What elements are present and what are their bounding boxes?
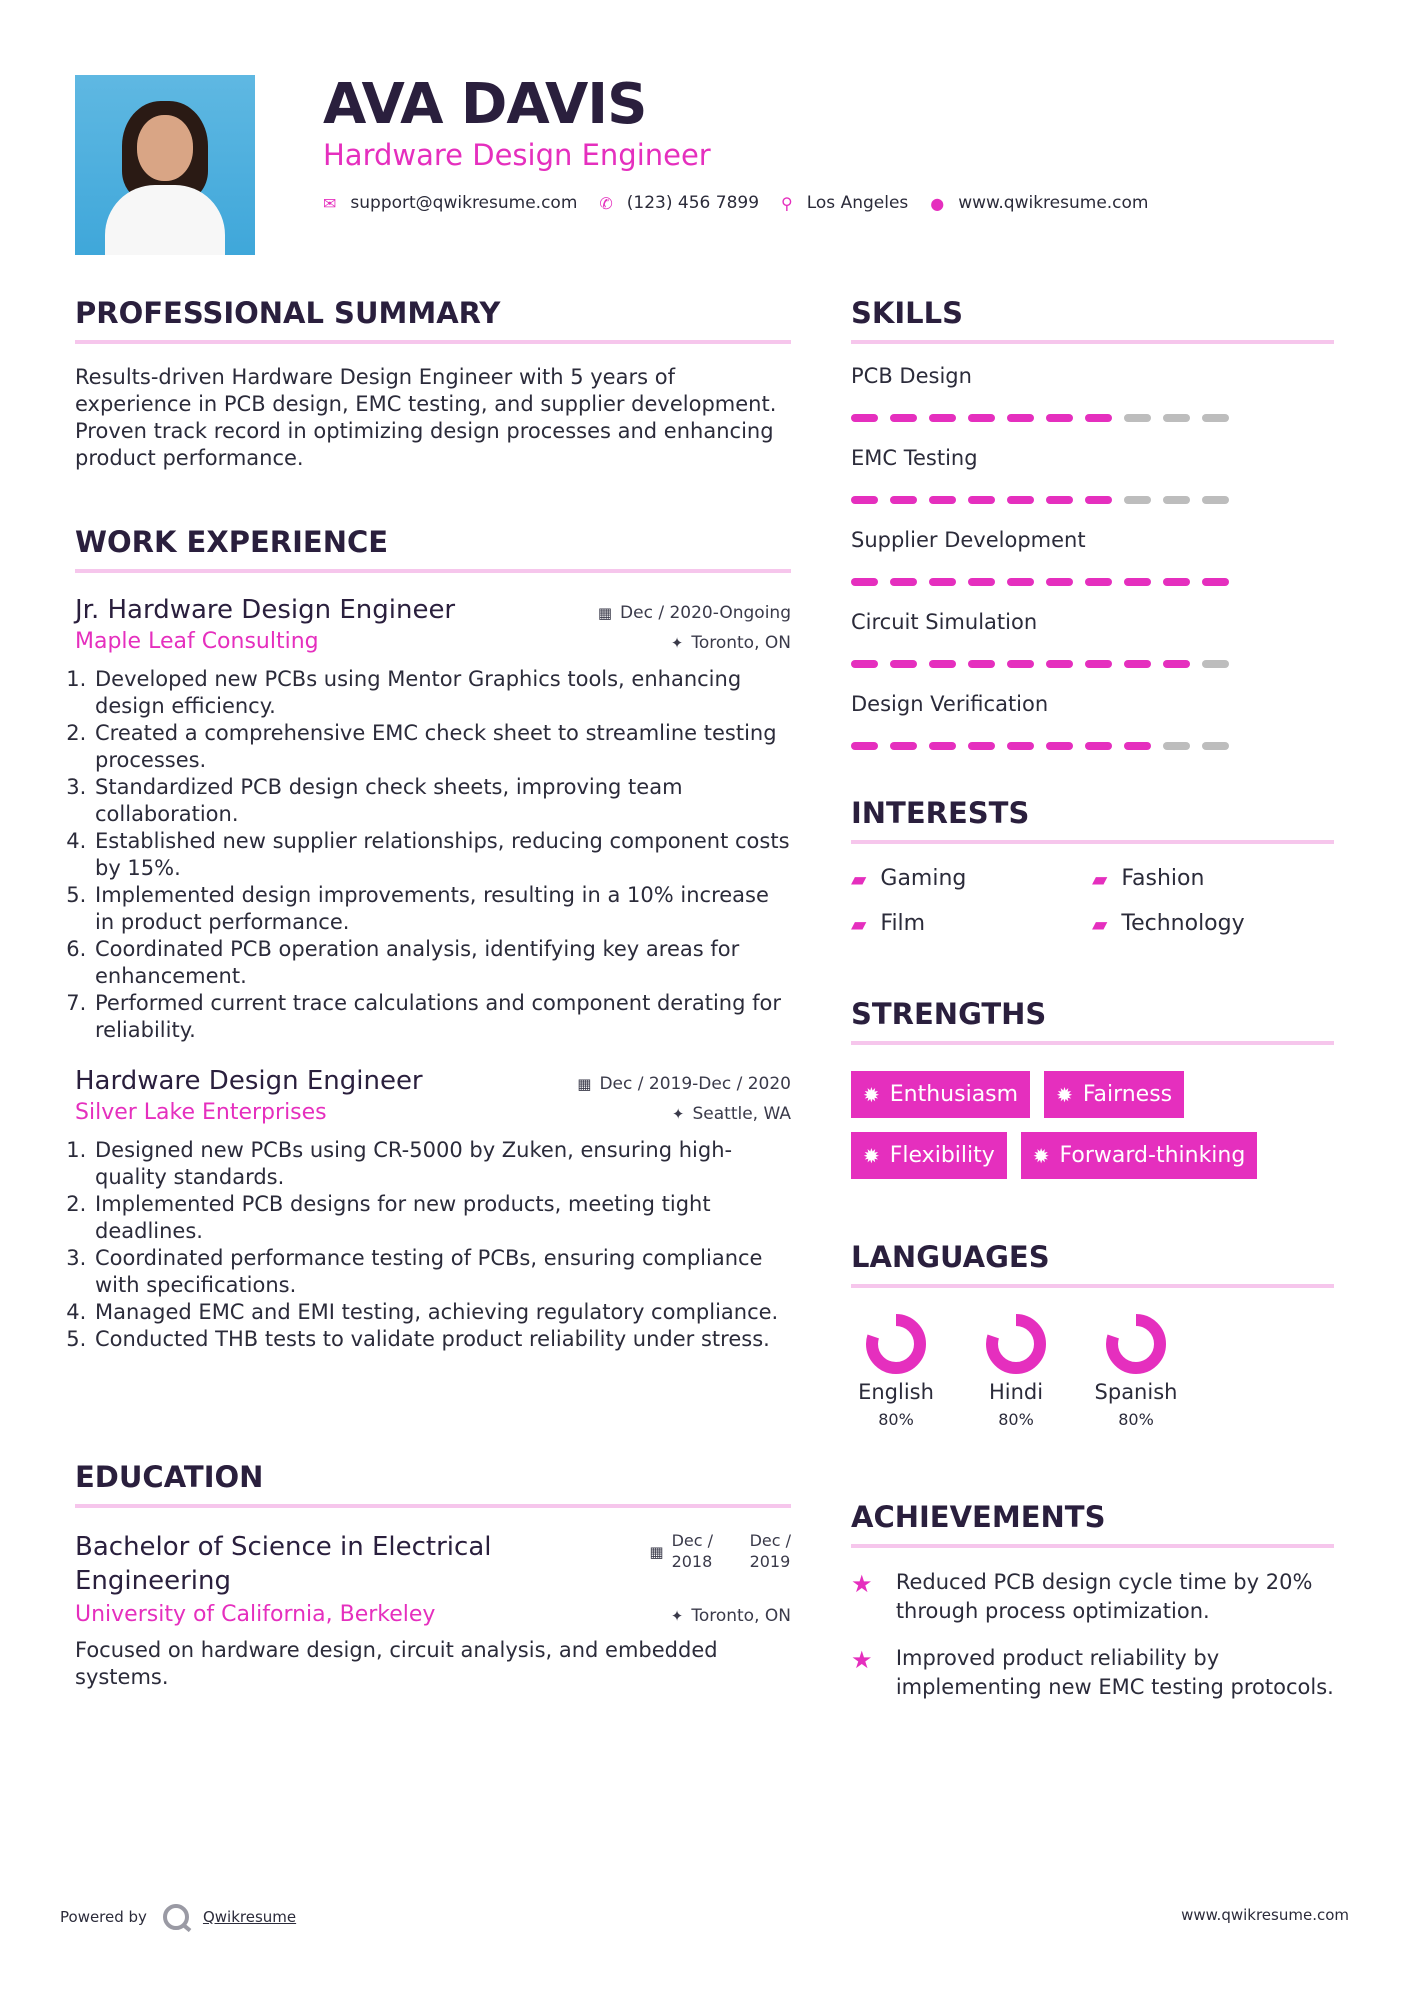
skill-level-bar (851, 414, 1334, 422)
skill-level-dash (1007, 660, 1034, 668)
summary-title: PROFESSIONAL SUMMARY (75, 296, 791, 344)
skill-level-bar (851, 496, 1334, 504)
contact-email[interactable]: support@qwikresume.com (350, 193, 578, 213)
skill-name: Design Verification (851, 692, 1049, 716)
edu-start-date: Dec / 2018 (671, 1531, 713, 1571)
badge-icon: ✹ (863, 1082, 880, 1107)
list-item: 2. Created a comprehensive EMC check sheet to streamline testing processes. (93, 720, 791, 774)
star-icon: ★ (851, 1570, 873, 1598)
skill-level-dash (1163, 496, 1190, 504)
skill-level-dash (968, 496, 995, 504)
skill-level-dash (1202, 660, 1229, 668)
list-item: 5. Conducted THB tests to validate product reliability under stress. (93, 1326, 791, 1353)
strength-chip: ✹ Flexibility (851, 1132, 1007, 1179)
book-icon: ▰ (851, 911, 867, 936)
language-percent: 80% (878, 1410, 914, 1429)
skill-level-dash (890, 496, 917, 504)
skill-item (851, 528, 1334, 586)
language-item (1076, 1312, 1196, 1429)
skill-level-dash (1202, 496, 1229, 504)
job-duties (93, 666, 791, 1044)
calendar-icon: ▦ (577, 1075, 592, 1093)
languages-section (851, 1240, 1334, 1429)
languages-title: LANGUAGES (851, 1240, 1334, 1288)
skill-level-bar (851, 578, 1334, 586)
education-section (75, 1460, 791, 1691)
calendar-icon: ▦ (649, 1543, 664, 1561)
skill-level-dash (1046, 578, 1073, 586)
job-dates: Dec / 2020-Ongoing (620, 603, 791, 623)
language-name: Spanish (1094, 1380, 1178, 1404)
skill-level-bar (851, 660, 1334, 668)
summary-text: Results-driven Hardware Design Engineer with 5 years of experience in PCB design, EMC testing, and supplier development. Proven track record in optimizing design processes and enhancing product performance. (75, 365, 777, 470)
skill-level-dash (851, 414, 878, 422)
skill-level-dash (1007, 578, 1034, 586)
badge-icon: ✹ (863, 1143, 880, 1168)
calendar-icon: ▦ (597, 604, 613, 622)
skill-level-dash (1163, 742, 1190, 750)
skill-level-dash (851, 578, 878, 586)
skill-level-dash (1007, 742, 1034, 750)
job-location: Seattle, WA (692, 1104, 791, 1124)
education-title: EDUCATION (75, 1460, 791, 1508)
skill-level-dash (1124, 496, 1151, 504)
achievement-item: ★ Reduced PCB design cycle time by 20% through process optimization. (851, 1570, 1313, 1623)
skill-level-dash (1124, 578, 1151, 586)
skill-level-dash (851, 742, 878, 750)
candidate-role: Hardware Design Engineer (323, 138, 711, 172)
language-name: Hindi (988, 1380, 1044, 1404)
skills-section (851, 296, 1334, 774)
skill-level-dash (1202, 578, 1229, 586)
skill-level-dash (929, 742, 956, 750)
pin-icon: ✦ (670, 634, 684, 652)
skill-level-dash (929, 660, 956, 668)
skill-name: EMC Testing (851, 446, 978, 470)
list-item: 3. Standardized PCB design check sheets, improving team collaboration. (93, 774, 791, 828)
footer-brand-link[interactable]: Qwikresume (202, 1908, 297, 1926)
list-item: 1. Developed new PCBs using Mentor Graphics tools, enhancing design efficiency. (93, 666, 791, 720)
job-duties (93, 1137, 791, 1353)
skill-level-dash (1007, 414, 1034, 422)
candidate-name: AVA DAVIS (323, 72, 647, 137)
job-title: Jr. Hardware Design Engineer (75, 595, 456, 625)
degree-title: Bachelor of Science in Electrical Engineering (75, 1532, 492, 1596)
job-title: Hardware Design Engineer (75, 1066, 423, 1096)
interest-item: ▰ Gaming (851, 866, 967, 891)
skill-level-dash (929, 578, 956, 586)
list-item: 2. Implemented PCB designs for new products, meeting tight deadlines. (93, 1191, 791, 1245)
mail-icon: ✉ (323, 193, 337, 213)
language-percent: 80% (998, 1410, 1034, 1429)
school-location: Toronto, ON (691, 1606, 791, 1626)
profile-photo (75, 75, 255, 255)
job-location: Toronto, ON (691, 633, 791, 653)
experience-section (75, 525, 791, 1353)
location-pin-icon: ⚲ (781, 193, 793, 213)
job-company: Silver Lake Enterprises (75, 1100, 327, 1125)
list-item: 3. Coordinated performance testing of PCBs, ensuring compliance with specifications. (93, 1245, 791, 1299)
skill-level-dash (1085, 496, 1112, 504)
skill-level-dash (1202, 414, 1229, 422)
skill-level-dash (890, 660, 917, 668)
strength-chip: ✹ Enthusiasm (851, 1071, 1030, 1118)
skill-level-dash (968, 578, 995, 586)
language-name: English (858, 1380, 934, 1404)
skill-level-bar (851, 742, 1334, 750)
skill-level-dash (1124, 414, 1151, 422)
contact-website[interactable]: www.qwikresume.com (958, 193, 1149, 213)
skill-level-dash (1124, 742, 1151, 750)
language-item (956, 1312, 1076, 1429)
skill-level-dash (1085, 578, 1112, 586)
strengths-section (851, 997, 1334, 1179)
skill-item (851, 364, 1334, 422)
pin-icon: ✦ (671, 1105, 685, 1123)
skill-level-dash (929, 414, 956, 422)
star-icon: ★ (851, 1646, 873, 1674)
interests-title: INTERESTS (851, 796, 1334, 844)
skill-name: Supplier Development (851, 528, 1086, 552)
contact-bar (323, 193, 1171, 213)
achievements-title: ACHIEVEMENTS (851, 1500, 1334, 1548)
achievements-section (851, 1500, 1334, 1720)
badge-icon: ✹ (1032, 1143, 1050, 1168)
interests-section (851, 796, 1334, 936)
footer-powered-by: Powered by Qwikresume (60, 1904, 296, 1930)
skill-level-dash (968, 660, 995, 668)
list-item: 5. Implemented design improvements, resulting in a 10% increase in product performance. (93, 882, 791, 936)
language-ring (864, 1312, 928, 1376)
skill-level-dash (890, 742, 917, 750)
contact-phone[interactable]: (123) 456 7899 (626, 193, 760, 213)
interest-item: ▰ Film (851, 911, 926, 936)
skill-level-dash (1085, 414, 1112, 422)
job-entry (75, 1066, 791, 1353)
contact-location: Los Angeles (806, 193, 909, 213)
skill-item (851, 692, 1334, 750)
skill-level-dash (851, 496, 878, 504)
strength-chip: ✹ Forward-thinking (1021, 1132, 1258, 1179)
skill-level-dash (1163, 660, 1190, 668)
skill-level-dash (851, 660, 878, 668)
skill-name: PCB Design (851, 364, 972, 388)
skill-level-dash (1163, 414, 1190, 422)
badge-icon: ✹ (1056, 1082, 1073, 1107)
skill-level-dash (1046, 742, 1073, 750)
education-description: Focused on hardware design, circuit analysis, and embedded systems. (75, 1638, 718, 1689)
phone-icon: ✆ (599, 193, 613, 213)
job-company: Maple Leaf Consulting (75, 629, 319, 654)
skill-level-dash (1163, 578, 1190, 586)
skill-level-dash (1046, 660, 1073, 668)
globe-icon: ● (930, 193, 945, 213)
list-item: 4. Established new supplier relationships, reducing component costs by 15%. (93, 828, 791, 882)
skill-level-dash (1124, 660, 1151, 668)
skill-level-dash (1085, 742, 1112, 750)
skill-level-dash (968, 742, 995, 750)
experience-title: WORK EXPERIENCE (75, 525, 791, 573)
list-item: 4. Managed EMC and EMI testing, achieving regulatory compliance. (93, 1299, 791, 1326)
list-item: 6. Coordinated PCB operation analysis, identifying key areas for enhancement. (93, 936, 791, 990)
skill-level-dash (1046, 496, 1073, 504)
skill-level-dash (1202, 742, 1229, 750)
list-item: 1. Designed new PCBs using CR-5000 by Zuken, ensuring high-quality standards. (93, 1137, 791, 1191)
skill-level-dash (929, 496, 956, 504)
job-entry (75, 595, 791, 1044)
skill-level-dash (890, 578, 917, 586)
skill-item (851, 610, 1334, 668)
skill-level-dash (968, 414, 995, 422)
footer-website[interactable]: www.qwikresume.com (1181, 1906, 1349, 1924)
achievement-item: ★ Improved product reliability by implementing new EMC testing protocols. (851, 1646, 1334, 1699)
strength-chip: ✹ Fairness (1044, 1071, 1184, 1118)
language-ring (1104, 1312, 1168, 1376)
interest-item: ▰ Fashion (1092, 866, 1205, 891)
strengths-title: STRENGTHS (851, 997, 1334, 1045)
book-icon: ▰ (851, 866, 867, 891)
skill-level-dash (1085, 660, 1112, 668)
skill-name: Circuit Simulation (851, 610, 1038, 634)
skill-level-dash (1046, 414, 1073, 422)
interest-item: ▰ Technology (1092, 911, 1245, 936)
book-icon: ▰ (1092, 911, 1108, 936)
edu-end-date: Dec / 2019 (749, 1531, 791, 1571)
skill-level-dash (890, 414, 917, 422)
language-percent: 80% (1118, 1410, 1154, 1429)
list-item: 7. Performed current trace calculations and component derating for reliability. (93, 990, 791, 1044)
job-dates: Dec / 2019-Dec / 2020 (599, 1074, 791, 1094)
skill-item (851, 446, 1334, 504)
pin-icon: ✦ (670, 1607, 684, 1625)
book-icon: ▰ (1092, 866, 1108, 891)
qwikresume-logo-icon (163, 1904, 189, 1930)
summary-section (75, 296, 791, 472)
language-ring (984, 1312, 1048, 1376)
language-item (836, 1312, 956, 1429)
skill-level-dash (1007, 496, 1034, 504)
skills-title: SKILLS (851, 296, 1334, 344)
school-name: University of California, Berkeley (75, 1602, 436, 1627)
